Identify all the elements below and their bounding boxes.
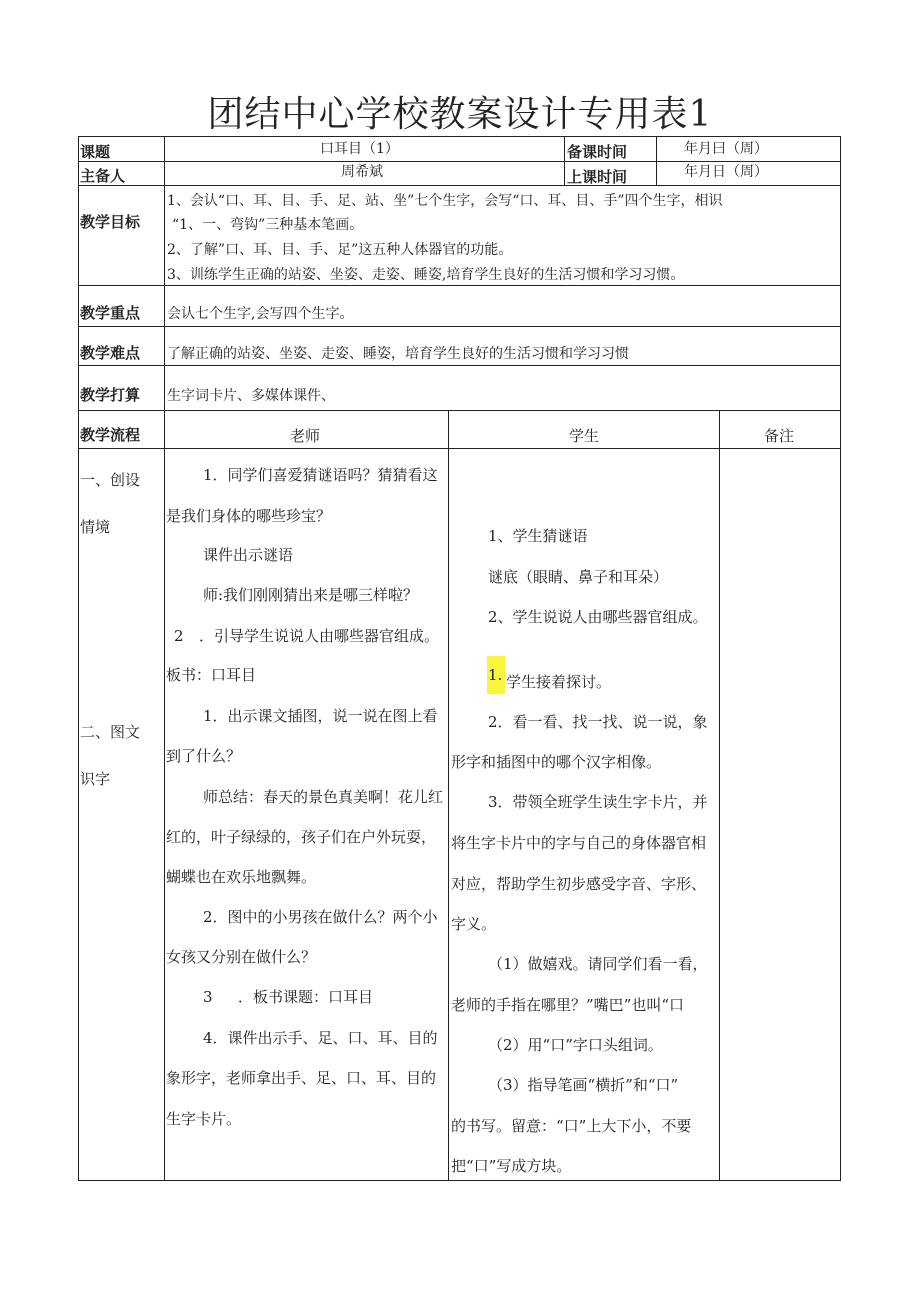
preparer-label: 主备人 bbox=[80, 167, 126, 185]
student-line: 2、学生说说人由哪些器官组成。 bbox=[488, 608, 708, 626]
teacher-line: 到了什么？ bbox=[166, 747, 242, 765]
topic-label: 课题 bbox=[80, 143, 111, 161]
difficulties-value: 了解正确的站姿、坐姿、走姿、睡姿，培育学生良好的生活习惯和学习习惯 bbox=[167, 346, 629, 362]
objective-line: 1、会认“口、耳、目、手、足、站、坐”七个生字，会写“口、耳、目、手”四个生字，相识 bbox=[167, 193, 723, 209]
column-divider bbox=[656, 136, 657, 185]
class-time-value: 年月日（周） bbox=[684, 164, 768, 180]
teacher-line: ．板书课题：口耳目 bbox=[238, 988, 374, 1006]
objectives-label: 教学目标 bbox=[80, 213, 141, 231]
objective-line: 3、训练学生正确的站姿、坐姿、走姿、睡姿,培育学生良好的生活习惯和学习习惯。 bbox=[167, 267, 685, 283]
row-divider bbox=[78, 326, 841, 327]
student-line: 3．带领全班学生读生字卡片，并 bbox=[488, 793, 708, 811]
preparation-value: 生字词卡片、多媒体课件、 bbox=[167, 388, 335, 404]
lesson-plan-table bbox=[78, 136, 841, 1181]
teacher-line: 是我们身体的哪些珍宝？ bbox=[166, 507, 332, 525]
teacher-line: 师:我们刚刚猜出来是哪三样啦？ bbox=[203, 586, 419, 604]
student-line: 谜底（眼睛、鼻子和耳朵） bbox=[488, 568, 669, 586]
student-line: 将生字卡片中的字与自己的身体器官相 bbox=[451, 834, 707, 852]
prep-time-value: 年月曰（周） bbox=[684, 141, 768, 157]
class-time-label: 上课时间 bbox=[567, 168, 628, 186]
stage-label: 识字 bbox=[80, 770, 111, 788]
student-line: 形字和插图中的哪个汉字相像。 bbox=[451, 753, 662, 771]
teacher-line: 蝴蝶也在欢乐地飘舞。 bbox=[166, 868, 317, 886]
teacher-line: 女孩又分别在做什么？ bbox=[166, 948, 317, 966]
student-line-highlighted: 1. bbox=[487, 656, 505, 694]
teacher-line: 3 bbox=[203, 988, 213, 1006]
student-line: 对应，帮助学生初步感受字音、字形、 bbox=[451, 875, 707, 893]
student-line: 老师的手指在哪里？”嘴巴”也叫“口 bbox=[451, 996, 685, 1014]
student-line: 1、学生猜谜语 bbox=[488, 527, 588, 545]
row-divider bbox=[78, 410, 841, 411]
student-line: （2）用“口”字口头组词。 bbox=[488, 1036, 663, 1054]
stage-label: 情境 bbox=[80, 518, 111, 536]
student-line: 字义。 bbox=[451, 915, 497, 933]
stage-label: 二、图文 bbox=[80, 723, 141, 741]
student-column-header: 学生 bbox=[569, 427, 600, 445]
column-divider bbox=[719, 410, 720, 1181]
objective-line: 2、了解”口、耳、目、手、足”这五种人体器官的功能。 bbox=[167, 242, 513, 258]
teacher-line: 象形字，老师拿出手、足、口、耳、目的 bbox=[166, 1069, 437, 1087]
column-divider bbox=[564, 136, 565, 185]
teacher-line: 生字卡片。 bbox=[166, 1110, 242, 1128]
teacher-line: 4．课件出示手、足、口、耳、目的 bbox=[203, 1029, 438, 1047]
row-divider bbox=[78, 365, 841, 366]
key-points-label: 教学重点 bbox=[80, 304, 141, 322]
column-divider bbox=[448, 410, 449, 1181]
process-label: 教学流程 bbox=[80, 426, 141, 444]
teacher-line: 2 bbox=[174, 627, 184, 645]
preparation-label: 教学打算 bbox=[80, 386, 141, 404]
objective-line: “1、一、弯钩”三种基本笔画。 bbox=[172, 217, 364, 233]
difficulties-label: 教学难点 bbox=[80, 344, 141, 362]
teacher-line: 红的，叶子绿绿的，孩子们在户外玩耍， bbox=[166, 828, 437, 846]
teacher-line: 2．图中的小男孩在做什么？两个小 bbox=[203, 908, 438, 926]
row-divider bbox=[78, 448, 841, 449]
prep-time-label: 备课时间 bbox=[567, 143, 628, 161]
student-line: 把“口”写成方块。 bbox=[451, 1157, 572, 1175]
teacher-line: 师总结：春天的景色真美啊！花儿红 bbox=[203, 788, 444, 806]
document-title: 团结中心学校教案设计专用表1 bbox=[207, 94, 713, 135]
student-line: 学生接着探讨。 bbox=[506, 673, 612, 691]
student-line: 2．看一看、找一找、说一说，象 bbox=[488, 713, 708, 731]
teacher-line: 板书：口耳目 bbox=[166, 666, 257, 684]
stage-label: 一、创设 bbox=[80, 471, 141, 489]
teacher-line: ．引导学生说说人由哪些器官组成。 bbox=[199, 627, 440, 645]
topic-value: 口耳目（1） bbox=[320, 141, 399, 157]
student-line: （1）做嬉戏。请同学们看一看， bbox=[488, 955, 708, 973]
column-divider bbox=[164, 136, 165, 1181]
row-divider bbox=[78, 185, 841, 186]
teacher-line: 1．同学们喜爱猜谜语吗？猜猜看这 bbox=[203, 466, 438, 484]
student-line: 的书写。留意：“口”上大下小，不要 bbox=[451, 1117, 692, 1135]
student-line: （3）指导笔画“横折”和“口” bbox=[488, 1076, 679, 1094]
row-divider bbox=[78, 285, 841, 286]
teacher-column-header: 老师 bbox=[290, 427, 321, 445]
notes-column-header: 备注 bbox=[764, 427, 795, 445]
key-points-value: 会认七个生字,会写四个生字。 bbox=[167, 306, 354, 322]
preparer-value: 周希斌 bbox=[341, 164, 383, 180]
teacher-line: 1．出示课文插图，说一说在图上看 bbox=[203, 707, 438, 725]
teacher-line: 课件出示谜语 bbox=[203, 546, 294, 564]
